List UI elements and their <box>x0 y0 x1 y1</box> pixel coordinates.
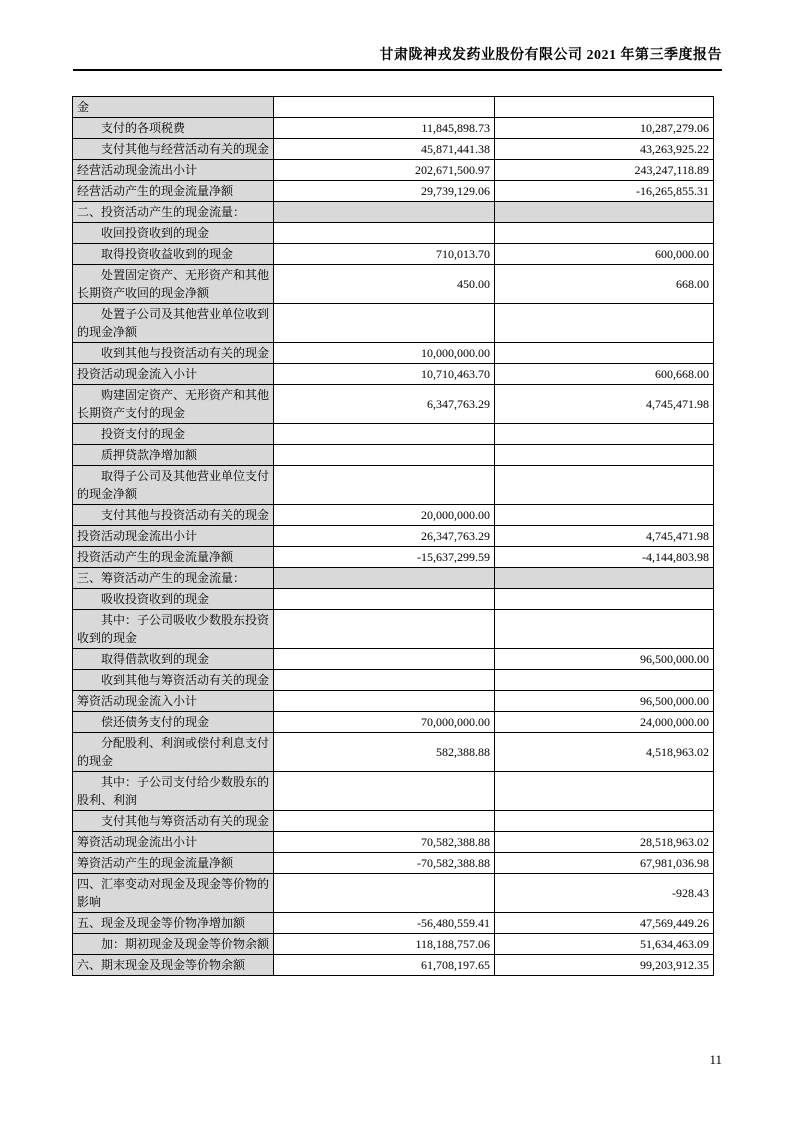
table-row <box>73 934 714 955</box>
item-label-cell: 投资支付的现金 <box>73 424 274 445</box>
table-row <box>73 364 714 385</box>
current-period-amount-cell: 26,347,763.29 <box>274 526 495 547</box>
item-label-cell: 其中：子公司支付给少数股东的股利、利润 <box>73 772 274 811</box>
table-row <box>73 118 714 139</box>
previous-period-amount-cell: 243,247,118.89 <box>495 160 714 181</box>
previous-period-amount-cell <box>495 343 714 364</box>
previous-period-amount-cell: 28,518,963.02 <box>495 832 714 853</box>
current-period-amount-cell: 20,000,000.00 <box>274 505 495 526</box>
current-period-amount-cell: 582,388.88 <box>274 733 495 772</box>
item-label-cell: 偿还债务支付的现金 <box>73 712 274 733</box>
item-label-cell: 投资活动产生的现金流量净额 <box>73 547 274 568</box>
previous-period-amount-cell <box>495 304 714 343</box>
item-label-cell: 收到其他与筹资活动有关的现金 <box>73 670 274 691</box>
current-period-amount-cell <box>274 691 495 712</box>
table-row <box>73 832 714 853</box>
cash-flow-table-body <box>73 97 714 976</box>
previous-period-amount-cell <box>495 97 714 118</box>
table-row <box>73 547 714 568</box>
item-label-cell: 取得借款收到的现金 <box>73 649 274 670</box>
table-row <box>73 265 714 304</box>
previous-period-amount-cell <box>495 223 714 244</box>
current-period-amount-cell: 10,000,000.00 <box>274 343 495 364</box>
item-label-cell: 支付其他与投资活动有关的现金 <box>73 505 274 526</box>
previous-period-amount-cell <box>495 505 714 526</box>
previous-period-amount-cell: 51,634,463.09 <box>495 934 714 955</box>
previous-period-amount-cell: 668.00 <box>495 265 714 304</box>
table-row <box>73 568 714 589</box>
table-row <box>73 733 714 772</box>
current-period-amount-cell: 118,188,757.06 <box>274 934 495 955</box>
item-label-cell: 分配股利、利润或偿付利息支付的现金 <box>73 733 274 772</box>
item-label-cell: 加：期初现金及现金等价物余额 <box>73 934 274 955</box>
report-header <box>73 44 722 71</box>
current-period-amount-cell <box>274 874 495 913</box>
item-label-cell: 筹资活动现金流出小计 <box>73 832 274 853</box>
table-row <box>73 691 714 712</box>
previous-period-amount-cell <box>495 670 714 691</box>
current-period-amount-cell: 710,013.70 <box>274 244 495 265</box>
table-row <box>73 649 714 670</box>
previous-period-amount-cell: -928.43 <box>495 874 714 913</box>
item-label-cell: 购建固定资产、无形资产和其他长期资产支付的现金 <box>73 385 274 424</box>
current-period-amount-cell: 29,739,129.06 <box>274 181 495 202</box>
item-label-cell: 质押贷款净增加额 <box>73 445 274 466</box>
item-label-cell: 经营活动产生的现金流量净额 <box>73 181 274 202</box>
current-period-amount-cell <box>274 466 495 505</box>
table-row <box>73 139 714 160</box>
item-label-cell: 支付其他与筹资活动有关的现金 <box>73 811 274 832</box>
table-row <box>73 304 714 343</box>
table-row <box>73 385 714 424</box>
item-label-cell: 六、期末现金及现金等价物余额 <box>73 955 274 976</box>
previous-period-amount-cell: 10,287,279.06 <box>495 118 714 139</box>
current-period-amount-cell: 202,671,500.97 <box>274 160 495 181</box>
current-period-amount-cell: 70,582,388.88 <box>274 832 495 853</box>
previous-period-amount-cell: 67,981,036.98 <box>495 853 714 874</box>
table-row <box>73 712 714 733</box>
table-row <box>73 445 714 466</box>
previous-period-amount-cell: 47,569,449.26 <box>495 913 714 934</box>
item-label-cell: 取得投资收益收到的现金 <box>73 244 274 265</box>
current-period-amount-cell: 11,845,898.73 <box>274 118 495 139</box>
previous-period-amount-cell: 99,203,912.35 <box>495 955 714 976</box>
item-label-cell: 处置子公司及其他营业单位收到的现金净额 <box>73 304 274 343</box>
previous-period-amount-cell <box>495 445 714 466</box>
item-label-cell: 投资活动现金流出小计 <box>73 526 274 547</box>
current-period-amount-cell <box>274 670 495 691</box>
current-period-amount-cell <box>274 811 495 832</box>
item-label-cell: 其中：子公司吸收少数股东投资收到的现金 <box>73 610 274 649</box>
item-label-cell: 三、筹资活动产生的现金流量： <box>73 568 274 589</box>
item-label-cell: 处置固定资产、无形资产和其他长期资产收回的现金净额 <box>73 265 274 304</box>
table-row <box>73 160 714 181</box>
table-row <box>73 181 714 202</box>
current-period-amount-cell <box>274 223 495 244</box>
previous-period-amount-cell <box>495 466 714 505</box>
current-period-amount-cell: 61,708,197.65 <box>274 955 495 976</box>
table-row <box>73 466 714 505</box>
previous-period-amount-cell <box>495 202 714 223</box>
previous-period-amount-cell: -16,265,855.31 <box>495 181 714 202</box>
current-period-amount-cell <box>274 304 495 343</box>
page-number: 11 <box>709 1052 722 1067</box>
previous-period-amount-cell <box>495 589 714 610</box>
item-label-cell: 金 <box>73 97 274 118</box>
item-label-cell: 经营活动现金流出小计 <box>73 160 274 181</box>
previous-period-amount-cell <box>495 772 714 811</box>
current-period-amount-cell: 45,871,441.38 <box>274 139 495 160</box>
current-period-amount-cell: 450.00 <box>274 265 495 304</box>
table-row <box>73 874 714 913</box>
item-label-cell: 筹资活动现金流入小计 <box>73 691 274 712</box>
previous-period-amount-cell: 600,000.00 <box>495 244 714 265</box>
table-row <box>73 97 714 118</box>
current-period-amount-cell <box>274 772 495 811</box>
current-period-amount-cell: -56,480,559.41 <box>274 913 495 934</box>
table-row <box>73 424 714 445</box>
table-row <box>73 244 714 265</box>
current-period-amount-cell <box>274 589 495 610</box>
item-label-cell: 投资活动现金流入小计 <box>73 364 274 385</box>
table-row <box>73 913 714 934</box>
previous-period-amount-cell: 96,500,000.00 <box>495 691 714 712</box>
table-row <box>73 505 714 526</box>
item-label-cell: 四、汇率变动对现金及现金等价物的影响 <box>73 874 274 913</box>
previous-period-amount-cell <box>495 610 714 649</box>
current-period-amount-cell <box>274 568 495 589</box>
previous-period-amount-cell: 600,668.00 <box>495 364 714 385</box>
item-label-cell: 收到其他与投资活动有关的现金 <box>73 343 274 364</box>
current-period-amount-cell: -15,637,299.59 <box>274 547 495 568</box>
item-label-cell: 收回投资收到的现金 <box>73 223 274 244</box>
table-row <box>73 610 714 649</box>
previous-period-amount-cell <box>495 568 714 589</box>
current-period-amount-cell <box>274 97 495 118</box>
previous-period-amount-cell: 96,500,000.00 <box>495 649 714 670</box>
current-period-amount-cell <box>274 610 495 649</box>
current-period-amount-cell: 10,710,463.70 <box>274 364 495 385</box>
table-row <box>73 589 714 610</box>
item-label-cell: 取得子公司及其他营业单位支付的现金净额 <box>73 466 274 505</box>
current-period-amount-cell: -70,582,388.88 <box>274 853 495 874</box>
report-title: 甘肃陇神戎发药业股份有限公司 2021 年第三季度报告 <box>379 48 722 63</box>
previous-period-amount-cell: -4,144,803.98 <box>495 547 714 568</box>
current-period-amount-cell <box>274 649 495 670</box>
table-row <box>73 526 714 547</box>
table-row <box>73 955 714 976</box>
table-row <box>73 811 714 832</box>
previous-period-amount-cell: 4,745,471.98 <box>495 385 714 424</box>
item-label-cell: 吸收投资收到的现金 <box>73 589 274 610</box>
item-label-cell: 筹资活动产生的现金流量净额 <box>73 853 274 874</box>
current-period-amount-cell: 70,000,000.00 <box>274 712 495 733</box>
current-period-amount-cell <box>274 445 495 466</box>
current-period-amount-cell: 6,347,763.29 <box>274 385 495 424</box>
previous-period-amount-cell: 4,518,963.02 <box>495 733 714 772</box>
current-period-amount-cell <box>274 202 495 223</box>
current-period-amount-cell <box>274 424 495 445</box>
previous-period-amount-cell: 24,000,000.00 <box>495 712 714 733</box>
previous-period-amount-cell: 4,745,471.98 <box>495 526 714 547</box>
previous-period-amount-cell: 43,263,925.22 <box>495 139 714 160</box>
table-row <box>73 853 714 874</box>
previous-period-amount-cell <box>495 424 714 445</box>
item-label-cell: 二、投资活动产生的现金流量： <box>73 202 274 223</box>
previous-period-amount-cell <box>495 811 714 832</box>
table-row <box>73 772 714 811</box>
item-label-cell: 支付其他与经营活动有关的现金 <box>73 139 274 160</box>
item-label-cell: 支付的各项税费 <box>73 118 274 139</box>
cash-flow-statement-table <box>72 96 714 976</box>
table-row <box>73 343 714 364</box>
table-row <box>73 670 714 691</box>
table-row <box>73 223 714 244</box>
item-label-cell: 五、现金及现金等价物净增加额 <box>73 913 274 934</box>
table-row <box>73 202 714 223</box>
